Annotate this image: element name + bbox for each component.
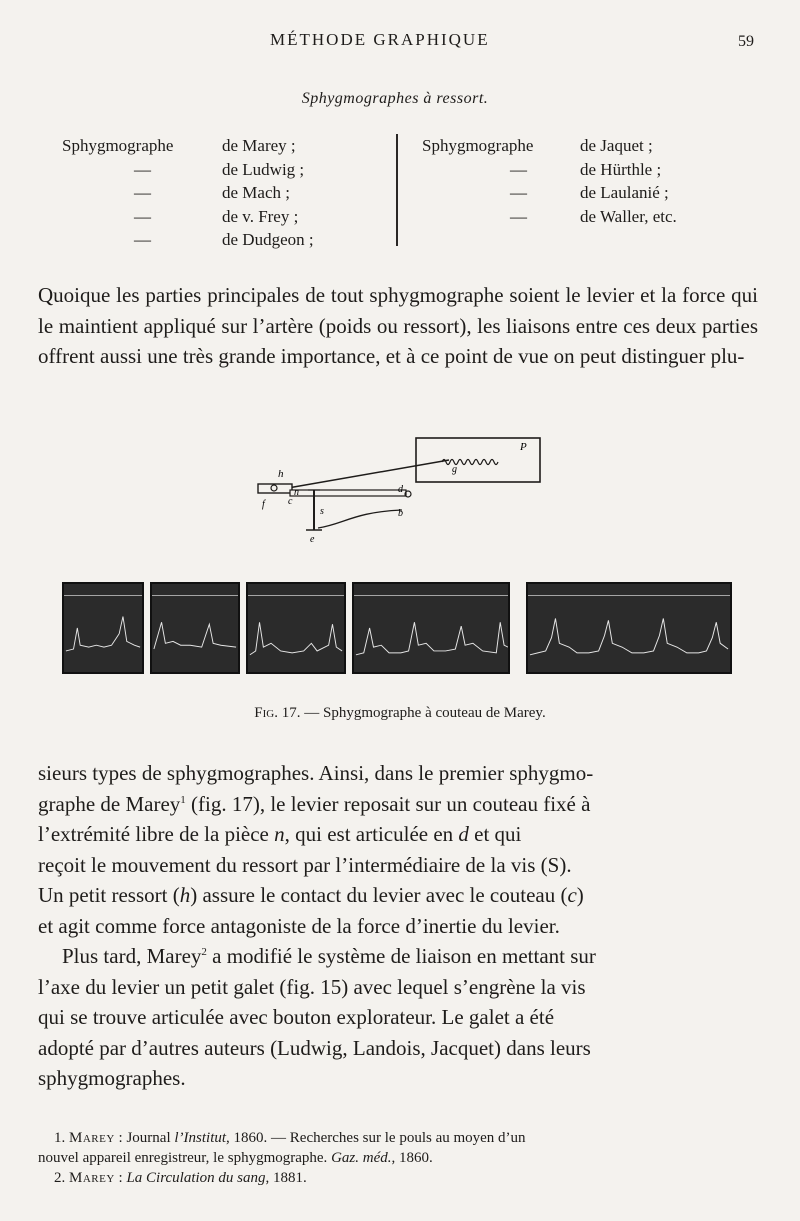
label-c: c [288,496,293,507]
text-run: nouvel appareil enregistreur, le sphygmographe. [38,1150,332,1166]
spring-coil [442,460,498,465]
text-line [38,972,758,1003]
list-item [422,205,762,229]
list-item [62,158,392,182]
running-header [0,30,800,54]
text-run: : [114,1170,127,1186]
text-run: adopté par d’autres auteurs (Ludwig, Landois, Jacquet) dans leurs [38,1035,591,1060]
text-run: sphygmographes. [38,1066,186,1090]
ditto-dash: — [510,206,527,226]
pulse-trace-strip [246,582,346,674]
text-run: , 1860. [391,1150,433,1166]
text-run: ) [576,883,584,907]
text-line [38,911,758,942]
figure-caption-text: — Sphygmographe à couteau de Marey. [304,705,546,721]
footnote-ref-2[interactable]: 2 [201,946,207,958]
list-item-name: de Laulanié ; [580,183,669,202]
text-line [38,941,758,972]
text-run: l’extrémité libre de la pièce [38,822,275,846]
footnote-1 [38,1128,760,1148]
label-p: P [520,441,527,453]
list-item [62,228,392,252]
paragraph-2 [38,758,758,1094]
list-item [422,134,762,158]
ditto-dash: — [510,183,527,202]
text-run: et agit comme force antagoniste de la force d’inertie du levier. [38,913,560,938]
list-item [62,205,392,229]
list-lead: Sphygmographe [422,136,534,155]
text-line [38,758,758,789]
footnote-author: Marey [69,1170,115,1186]
list-item [422,181,762,205]
list-item [62,134,392,158]
italic-symbol: h [179,883,191,907]
label-h: h [278,468,284,480]
text-run: , 1860. — Recherches sur le pouls au moyen d’un [226,1130,526,1146]
ditto-dash: — [134,206,151,226]
list-item-name: de v. Frey ; [222,206,299,226]
text-line [38,1063,758,1094]
ditto-dash: — [134,230,151,249]
text-line [38,819,758,850]
piece-n [290,490,406,496]
book-title: La Circulation du sang [126,1170,266,1186]
text-line [38,880,758,911]
text-run: (fig. 17), le levier reposait sur un couteau fixé à [185,791,591,816]
text-run: Plus tard, Marey [62,944,202,968]
text-run: , 1881. [265,1170,307,1186]
pulse-trace-strip [150,582,240,674]
list-item [422,158,762,182]
figure-caption [0,705,800,722]
pulse-trace-strip [352,582,510,674]
section-subtitle: Sphygmographes à ressort. [301,90,489,107]
list-item-name: de Jaquet ; [580,136,653,155]
footnotes [38,1128,760,1188]
text-run: et qui [468,822,522,846]
footnote-author: Marey [69,1130,115,1146]
spring-blade [318,510,402,528]
text-run: ) assure le contact du levier avec le couteau ( [190,883,568,907]
label-d: d [398,484,403,495]
text-run: , qui est articulée en [284,822,459,846]
list-item-name: de Dudgeon ; [222,230,314,249]
pulse-trace-strip [62,582,144,674]
figure-number: Fig. 17. [254,705,301,721]
text-line [38,850,758,881]
list-item-name: de Hürthle ; [580,159,662,179]
text-run: a modifié le système de liaison en mettant sur [206,944,596,968]
label-e: e [310,534,315,544]
text-run: l’axe du levier un petit galet (fig. 15) avec lequel s’engrène la vis [38,974,586,999]
column-divider [396,134,398,246]
italic-symbol: d [458,822,469,846]
journal-title: l’Institut [174,1130,227,1146]
label-n: n [294,487,299,498]
footnote-number: 2. [54,1170,66,1186]
text-line [38,1002,758,1033]
spring-sphygmograph-list-left [62,134,392,252]
journal-title: Gaz. méd. [331,1150,392,1166]
label-f: f [262,499,265,510]
spring-sphygmograph-list-right [422,134,762,228]
text-line [38,789,758,820]
text-run: : Journal [114,1130,175,1146]
ditto-dash: — [510,159,527,179]
ditto-dash: — [134,159,151,179]
list-item-name: de Ludwig ; [222,159,305,179]
footnote-2 [38,1168,760,1188]
text-run: sieurs types de sphygmographes. Ainsi, dans le premier sphygmo- [38,761,594,785]
running-title: MÉTHODE GRAPHIQUE [270,30,490,49]
text-run: reçoit le mouvement du ressort par l’intermédiaire de la vis (S). [38,852,572,877]
text-line [38,1033,758,1064]
italic-symbol: c [567,883,577,907]
list-lead: Sphygmographe [62,136,174,155]
label-s: s [320,506,324,517]
lever-arm [288,460,449,488]
sphygmograph-diagram [244,432,564,544]
ditto-dash: — [134,183,151,202]
text-run: Un petit ressort ( [38,883,180,907]
list-item-name: de Marey ; [222,136,296,155]
page-number: 59 [738,33,754,50]
list-item-name: de Waller, etc. [580,206,677,226]
footnote-1-continuation [38,1148,760,1168]
text-run: qui se trouve articulée avec bouton explorateur. Le galet a été [38,1005,555,1029]
footnote-number: 1. [54,1130,66,1146]
list-item-name: de Mach ; [222,183,290,202]
label-b: b [398,508,403,519]
label-g: g [452,464,457,475]
footnote-ref-1[interactable]: 1 [180,793,186,806]
text-run: graphe de Marey [38,791,181,816]
list-item [62,181,392,205]
pulse-tracings [62,582,732,674]
italic-symbol: n [274,822,285,846]
pulse-trace-strip [526,582,732,674]
paragraph-1: Quoique les parties principales de tout sphygmographe soient le levier et la force qui le maintient appliqué sur l’artère (poids ou ressort), les liaisons entre ces deux parties offrent aussi une très grande importance, et à ce point de vue on peut distinguer plu- [38,283,758,368]
